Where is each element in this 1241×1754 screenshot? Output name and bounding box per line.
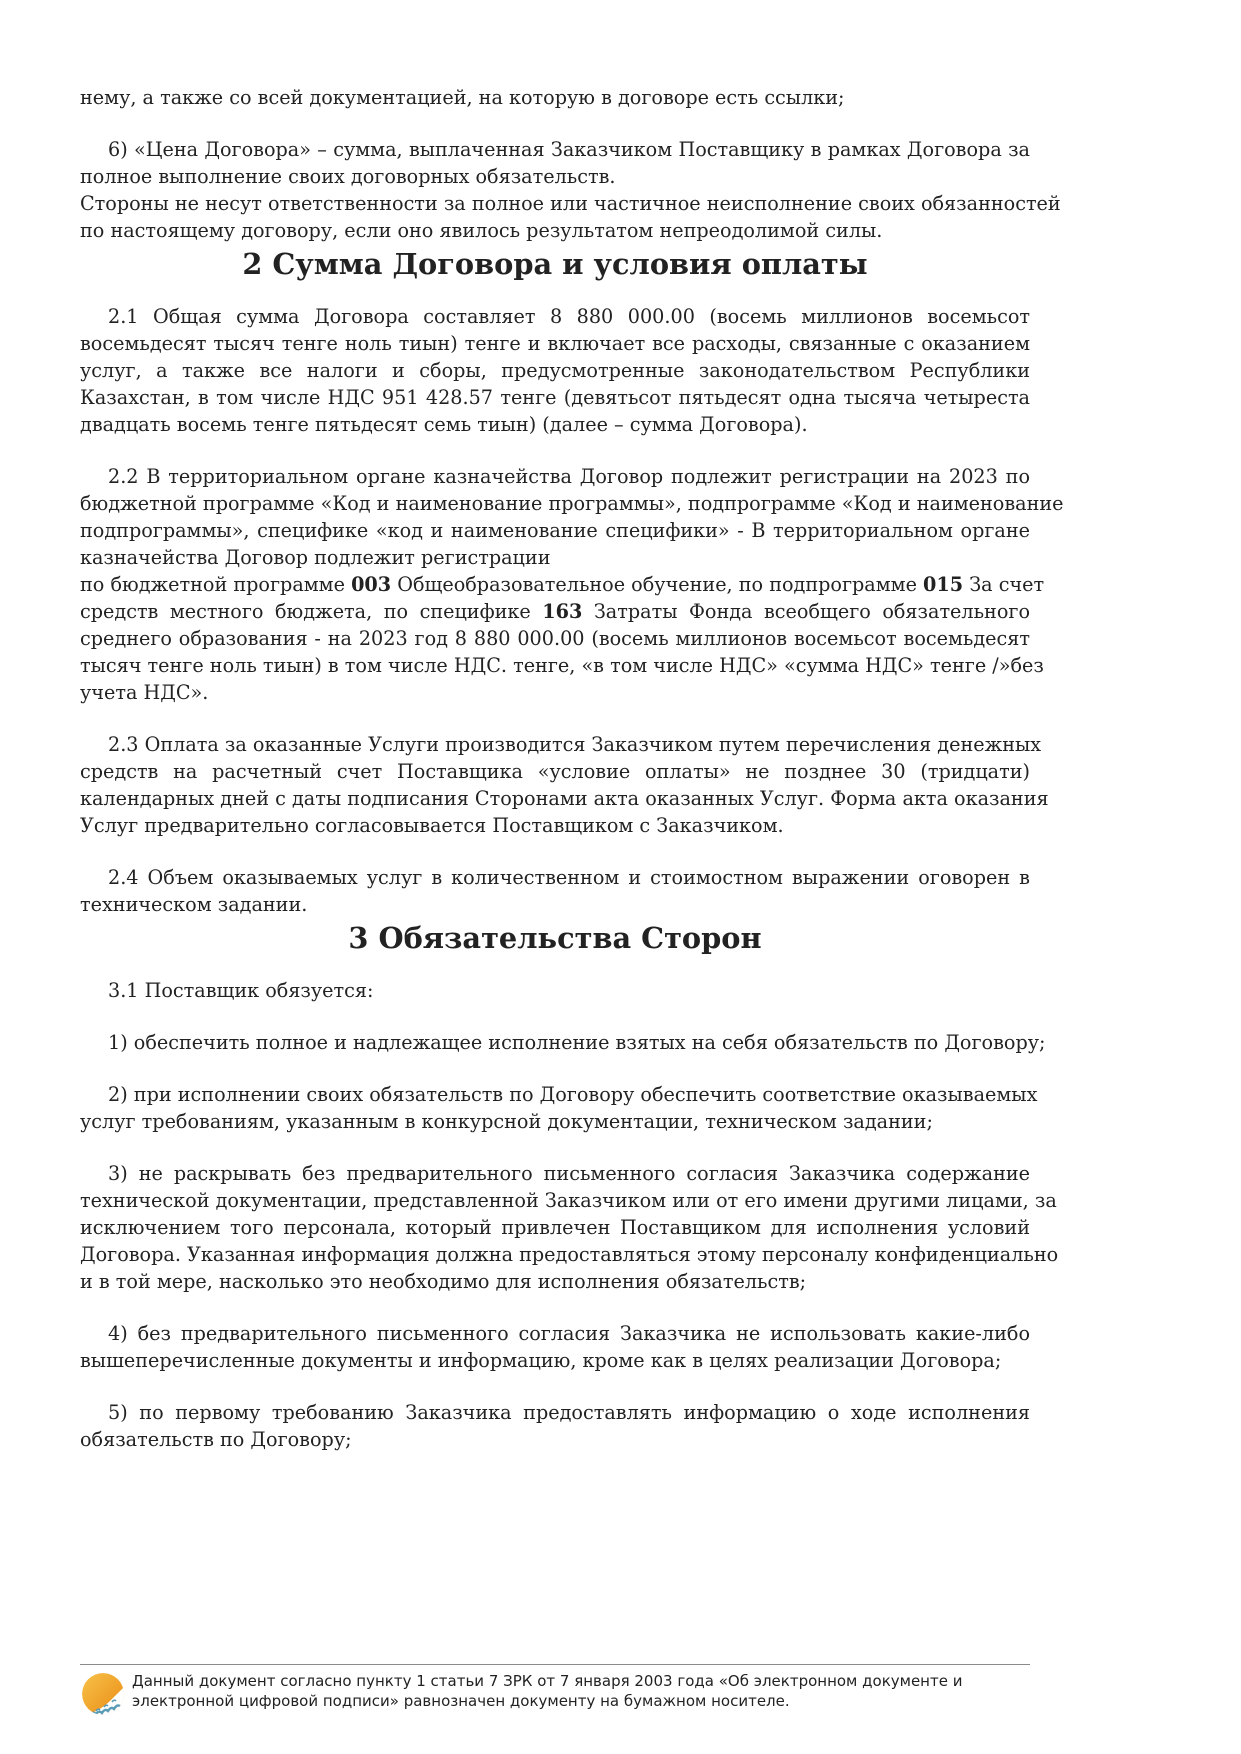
text-line: обязательств по Договору; — [80, 1428, 352, 1451]
text-line: Договора. Указанная информация должна предоставляться этому персоналу конфиденциально — [80, 1243, 1059, 1266]
text-line: 2.1 Общая сумма Договора составляет 8 880 000.00 (восемь миллионов восемьсот — [108, 305, 1030, 328]
clause-2-4 — [80, 864, 1030, 918]
text-line: технической документации, представленной Заказчиком или от его имени другими лицами, за — [80, 1189, 1057, 1212]
text-line: и в той мере, насколько это необходимо для исполнения обязательств; — [80, 1270, 807, 1293]
text-line: 6) «Цена Договора» – сумма, выплаченная Заказчиком Поставщику в рамках Договора за — [108, 138, 1030, 161]
section-2-title: 2 Сумма Договора и условия оплаты — [242, 247, 868, 281]
text-line: 2.3 Оплата за оказанные Услуги производится Заказчиком путем перечисления денежных — [108, 733, 1042, 756]
budget-program-line — [80, 571, 1045, 598]
program-code: 003 — [351, 573, 392, 596]
text-line: Стороны не несут ответственности за полное или частичное неисполнение своих обязанностей — [80, 192, 1061, 215]
document-page — [80, 84, 1064, 1453]
clause-2-3 — [80, 731, 1049, 839]
text-line: электронной цифровой подписи» равнозначен документу на бумажном носителе. — [132, 1692, 790, 1710]
specific-code: 163 — [542, 600, 583, 623]
force-majeure-paragraph — [80, 190, 1061, 244]
specific-line — [80, 598, 1030, 625]
text-line: подпрограммы», специфике «код и наименование специфики» - В территориальном органе — [80, 519, 1030, 542]
text-line: 2.2 В территориальном органе казначейства Договор подлежит регистрации на 2023 по — [108, 465, 1030, 488]
text-line: среднего образования - на 2023 год 8 880 000.00 (восемь миллионов восемьсот восемьдесят — [80, 627, 1030, 650]
text-line: исключением того персонала, который привлечен Поставщиком для исполнения условий — [80, 1216, 1030, 1239]
text-line: 4) без предварительного письменного согласия Заказчика не использовать какие-либо — [108, 1322, 1030, 1345]
text-line: двадцать восемь тенге пятьдесят семь тиын) (далее – сумма Договора). — [80, 413, 808, 436]
text-line: казначейства Договор подлежит регистрации — [80, 546, 551, 569]
text-line: 2.4 Объем оказываемых услуг в количественном и стоимостном выражении оговорен в — [108, 866, 1030, 889]
text-line: услуг, а также все налоги и сборы, предусмотренные законодательством Республики — [80, 359, 1030, 382]
text-line: Казахстан, в том числе НДС 951 428.57 тенге (девятьсот пятьдесят одна тысяча четыреста — [80, 386, 1030, 409]
obligation-item-3 — [80, 1160, 1059, 1295]
text-fragment: средств местного бюджета, по специфике — [80, 600, 543, 623]
subprogram-code: 015 — [923, 573, 964, 596]
text-line: календарных дней с даты подписания Сторонами акта оказанных Услуг. Форма акта оказания — [80, 787, 1049, 810]
text-line: Данный документ согласно пункту 1 статьи 7 ЗРК от 7 января 2003 года «Об электронном документе и — [132, 1672, 963, 1690]
text-fragment: За счет — [963, 573, 1045, 596]
text-line: Услуг предварительно согласовывается Поставщиком с Заказчиком. — [80, 814, 784, 837]
obligation-item-5 — [80, 1399, 1030, 1453]
e-gov-seal-icon — [80, 1671, 126, 1717]
legal-notice — [132, 1671, 962, 1711]
text-line: восемьдесят тысяч тенге ноль тиын) тенге и включает все расходы, связанные с оказанием — [80, 332, 1030, 355]
text-line: тысяч тенге ноль тиын) в том числе НДС. тенге, «в том числе НДС» «сумма НДС» тенге /»без — [80, 654, 1044, 677]
obligation-item-1 — [80, 1029, 1046, 1056]
text-line: полное выполнение своих договорных обязательств. — [80, 165, 616, 188]
text-line: 3.1 Поставщик обязуется: — [108, 979, 374, 1002]
text-line: 2) при исполнении своих обязательств по Договору обеспечить соответствие оказываемых — [108, 1083, 1038, 1106]
text-line: услуг требованиям, указанным в конкурсной документации, техническом задании; — [80, 1110, 933, 1133]
text-line: по настоящему договору, если оно явилось результатом непреодолимой силы. — [80, 219, 883, 242]
text-line: 3) не раскрывать без предварительного письменного согласия Заказчика содержание — [108, 1162, 1030, 1185]
text-line: 5) по первому требованию Заказчика предоставлять информацию о ходе исполнения — [108, 1401, 1030, 1424]
text-line: бюджетной программе «Код и наименование программы», подпрограмме «Код и наименование — [80, 492, 1064, 515]
text-line: вышеперечисленные документы и информацию, кроме как в целях реализации Договора; — [80, 1349, 1002, 1372]
section-3-title: 3 Обязательства Сторон — [348, 921, 762, 955]
text-fragment: по бюджетной программе — [80, 573, 352, 596]
obligation-item-4 — [80, 1320, 1030, 1374]
text-line: нему, а также со всей документацией, на которую в договоре есть ссылки; — [80, 86, 845, 109]
clause-3-1 — [80, 977, 1030, 1004]
obligation-item-2 — [80, 1081, 1038, 1135]
text-line: техническом задании. — [80, 893, 308, 916]
e-signature-footer — [80, 1664, 1030, 1717]
text-line: учета НДС». — [80, 681, 209, 704]
text-fragment: Общеобразовательное обучение, по подпрограмме — [391, 573, 924, 596]
text-line: 1) обеспечить полное и надлежащее исполнение взятых на себя обязательств по Договору; — [108, 1031, 1046, 1054]
intro-paragraph — [80, 84, 1030, 111]
clause-2-2 — [80, 463, 1064, 706]
clause-2-1 — [80, 303, 1030, 438]
text-fragment: Затраты Фонда всеобщего обязательного — [582, 600, 1030, 623]
text-line: средств на расчетный счет Поставщика «условие оплаты» не позднее 30 (тридцати) — [80, 760, 1030, 783]
definition-item-6 — [80, 136, 1030, 190]
